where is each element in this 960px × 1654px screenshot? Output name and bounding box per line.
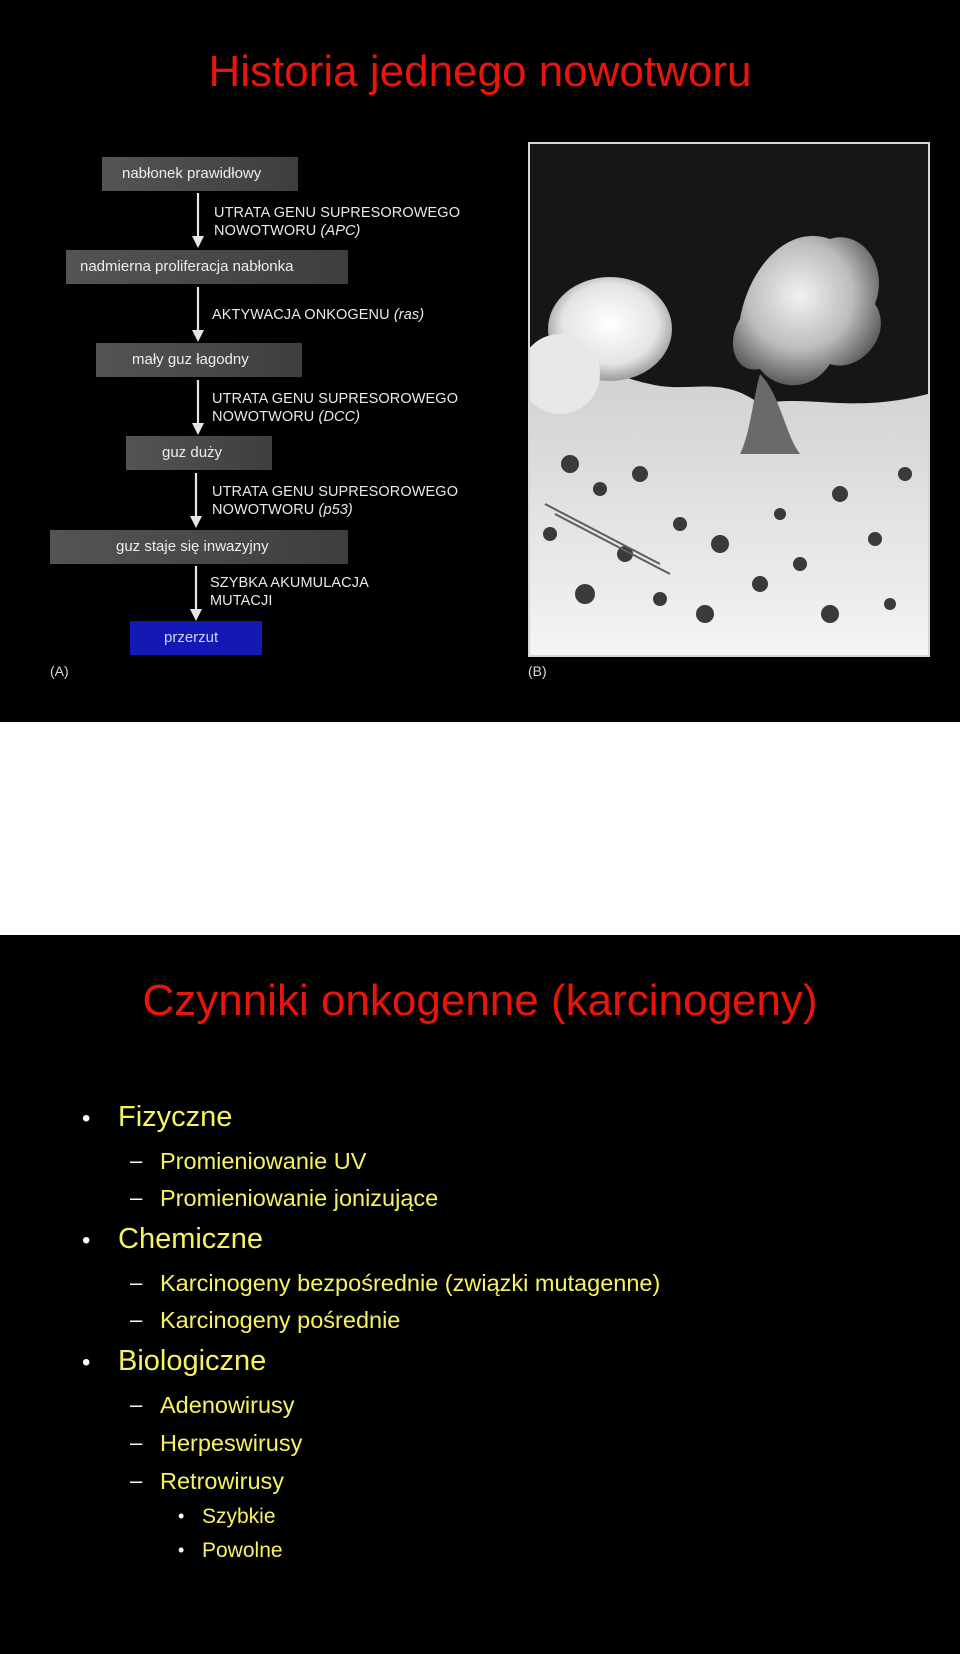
subsubcategory-item: Powolne <box>202 1539 283 1562</box>
slide-tumor-history <box>0 0 960 722</box>
tumor-micrograph <box>528 142 930 657</box>
event-line: SZYBKA AKUMULACJA <box>210 575 369 591</box>
event-line <box>212 306 424 324</box>
panel-label-b: (B) <box>528 663 547 679</box>
flow-event-p53 <box>212 483 458 519</box>
subsubcategory-item: Szybkie <box>202 1505 276 1528</box>
category-item: Biologiczne <box>118 1345 267 1377</box>
dash-marker: – <box>130 1468 143 1493</box>
event-line <box>210 592 369 610</box>
bullet-marker: • <box>82 1105 91 1132</box>
gene-name: (DCC) <box>318 409 361 425</box>
subcategory-item: Herpeswirusy <box>160 1430 303 1456</box>
bullet-marker: • <box>178 1506 185 1526</box>
subcategory-item: Karcinogeny pośrednie <box>160 1307 401 1333</box>
slide-title: Historia jednego nowotworu <box>208 47 752 96</box>
gene-name: (ras) <box>393 307 425 323</box>
event-line <box>214 222 460 240</box>
dash-marker: – <box>130 1270 143 1295</box>
subcategory-item: Adenowirusy <box>160 1392 295 1418</box>
down-arrow-icon <box>190 380 206 436</box>
slide-title: Czynniki onkogenne (karcinogeny) <box>142 976 818 1025</box>
bullet-marker: • <box>82 1227 91 1254</box>
flow-step: nabłonek prawidłowy <box>102 157 298 191</box>
event-text: MUTACJI <box>210 593 273 609</box>
down-arrow-icon <box>190 287 206 343</box>
down-arrow-icon <box>188 473 204 529</box>
flow-step: guz duży <box>126 436 272 470</box>
dash-marker: – <box>130 1148 143 1173</box>
event-text: AKTYWACJA ONKOGENU <box>212 307 394 323</box>
category-item: Fizyczne <box>118 1101 233 1133</box>
dash-marker: – <box>130 1430 143 1455</box>
subcategory-item: Promieniowanie UV <box>160 1148 367 1174</box>
dash-marker: – <box>130 1185 143 1210</box>
bullet-marker: • <box>178 1540 185 1560</box>
micrograph-image <box>530 144 928 655</box>
progression-flow-diagram <box>0 0 500 722</box>
subcategory-item: Karcinogeny bezpośrednie (związki mutagenne) <box>160 1270 661 1296</box>
category-item: Chemiczne <box>118 1223 264 1255</box>
slide-carcinogens <box>0 935 960 1654</box>
dash-marker: – <box>130 1307 143 1332</box>
flow-step: guz staje się inwazyjny <box>50 530 348 564</box>
flow-event-dcc <box>212 390 458 426</box>
event-line: UTRATA GENU SUPRESOROWEGO <box>214 205 461 221</box>
subcategory-item: Promieniowanie jonizujące <box>160 1185 439 1211</box>
gene-name: (p53) <box>318 502 353 518</box>
flow-step: nadmierna proliferacja nabłonka <box>66 250 348 284</box>
event-line: UTRATA GENU SUPRESOROWEGO <box>212 391 459 407</box>
flow-event-mutations <box>210 574 369 610</box>
flow-step: mały guz łagodny <box>96 343 302 377</box>
down-arrow-icon <box>188 566 204 622</box>
down-arrow-icon <box>190 193 206 249</box>
bullet-list <box>0 935 960 1654</box>
event-text: NOWOTWORU <box>212 502 319 518</box>
event-line <box>212 501 458 519</box>
event-text: NOWOTWORU <box>214 223 321 239</box>
flow-event-ras <box>212 306 424 324</box>
dash-marker: – <box>130 1392 143 1417</box>
event-line: UTRATA GENU SUPRESOROWEGO <box>212 484 459 500</box>
event-line <box>212 408 458 426</box>
subcategory-item: Retrowirusy <box>160 1468 285 1494</box>
event-text: NOWOTWORU <box>212 409 319 425</box>
bullet-marker: • <box>82 1349 91 1376</box>
panel-label-a: (A) <box>50 663 69 679</box>
flow-step-final: przerzut <box>130 621 262 655</box>
flow-event-apc <box>214 204 460 240</box>
gene-name: (APC) <box>320 223 361 239</box>
